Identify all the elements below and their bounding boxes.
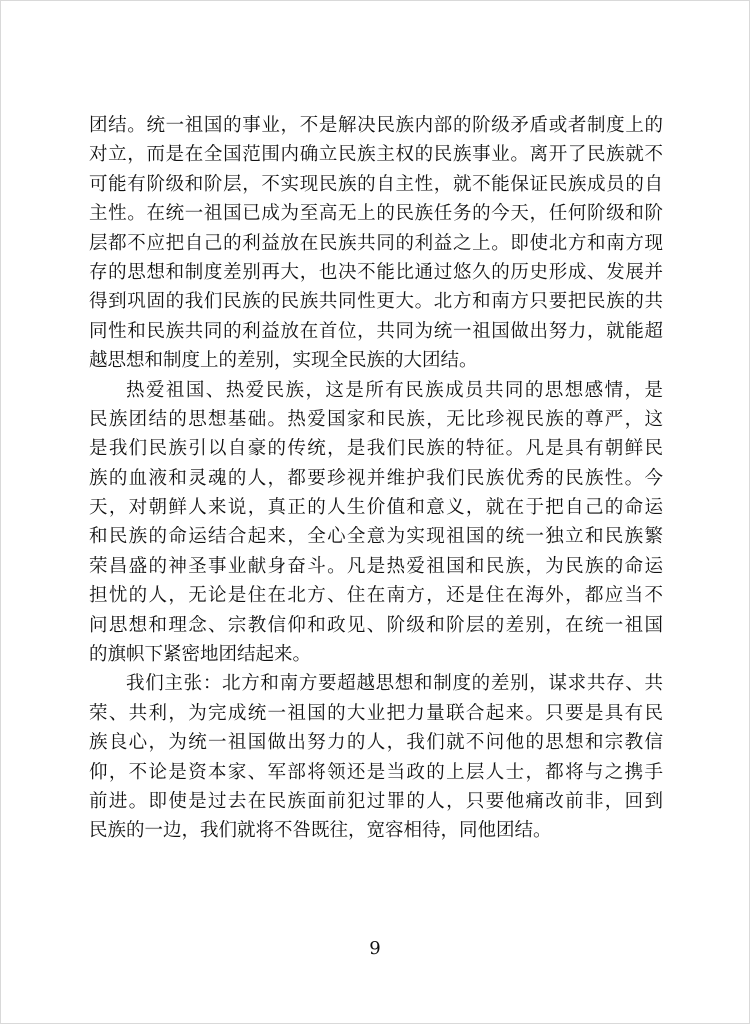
- text-line: 可能有阶级和阶层，不实现民族的自主性，就不能保证民族成员的自: [89, 173, 663, 195]
- text-line: 层都不应把自己的利益放在民族共同的利益之上。即使北方和南方现: [89, 232, 663, 254]
- text-line: 的旗帜下紧密地团结起来。: [89, 644, 312, 666]
- paragraph-2: [89, 376, 663, 670]
- text-line: 热爱祖国、热爱民族，这是所有民族成员共同的思想感情，是: [126, 379, 663, 401]
- text-line: 和民族的命运结合起来，全心全意为实现祖国的统一独立和民族繁: [89, 526, 663, 548]
- text-line: 民族团结的思想基础。热爱国家和民族，无比珍视民族的尊严，这: [89, 408, 663, 430]
- text-line: 天，对朝鲜人来说，真正的人生价值和意义，就在于把自己的命运: [89, 497, 663, 519]
- paragraph-1: [89, 111, 663, 376]
- text-line: 主性。在统一祖国已成为至高无上的民族任务的今天，任何阶级和阶: [89, 203, 663, 225]
- text-line: 民族的一边，我们就将不咎既往，宽容相待，同他团结。: [89, 820, 552, 842]
- page-number: 9: [369, 938, 381, 959]
- text-line: 族的血液和灵魂的人，都要珍视并维护我们民族优秀的民族性。今: [89, 467, 663, 489]
- text-line: 问思想和理念、宗教信仰和政见、阶级和阶层的差别，在统一祖国: [89, 614, 663, 636]
- text-line: 前进。即使是过去在民族面前犯过罪的人，只要他痛改前非，回到: [89, 790, 663, 812]
- text-line: 同性和民族共同的利益放在首位，共同为统一祖国做出努力，就能超: [89, 320, 663, 342]
- text-line: 存的思想和制度差别再大，也决不能比通过悠久的历史形成、发展并: [89, 261, 663, 283]
- text-line: 族良心，为统一祖国做出努力的人，我们就不问他的思想和宗教信: [89, 732, 663, 754]
- paragraph-3: [89, 669, 663, 845]
- text-line: 团结。统一祖国的事业，不是解决民族内部的阶级矛盾或者制度上的: [89, 115, 663, 136]
- text-line: 担忧的人，无论是住在北方、住在南方，还是住在海外，都应当不: [89, 585, 663, 607]
- text-line: 是我们民族引以自豪的传统，是我们民族的特征。凡是具有朝鲜民: [89, 438, 663, 460]
- text-line: 得到巩固的我们民族的民族共同性更大。北方和南方只要把民族的共: [89, 291, 663, 313]
- text-line: 越思想和制度上的差别，实现全民族的大团结。: [89, 350, 478, 372]
- text-line: 仰，不论是资本家、军部将领还是当政的上层人士，都将与之携手: [89, 761, 663, 783]
- text-line: 我们主张：北方和南方要超越思想和制度的差别，谋求共存、共: [126, 673, 663, 695]
- text-line: 对立，而是在全国范围内确立民族主权的民族事业。离开了民族就不: [89, 144, 663, 166]
- body-text: [89, 111, 663, 846]
- text-line: 荣昌盛的神圣事业献身奋斗。凡是热爱祖国和民族，为民族的命运: [89, 555, 663, 577]
- text-line: 荣、共利，为完成统一祖国的大业把力量联合起来。只要是具有民: [89, 702, 663, 724]
